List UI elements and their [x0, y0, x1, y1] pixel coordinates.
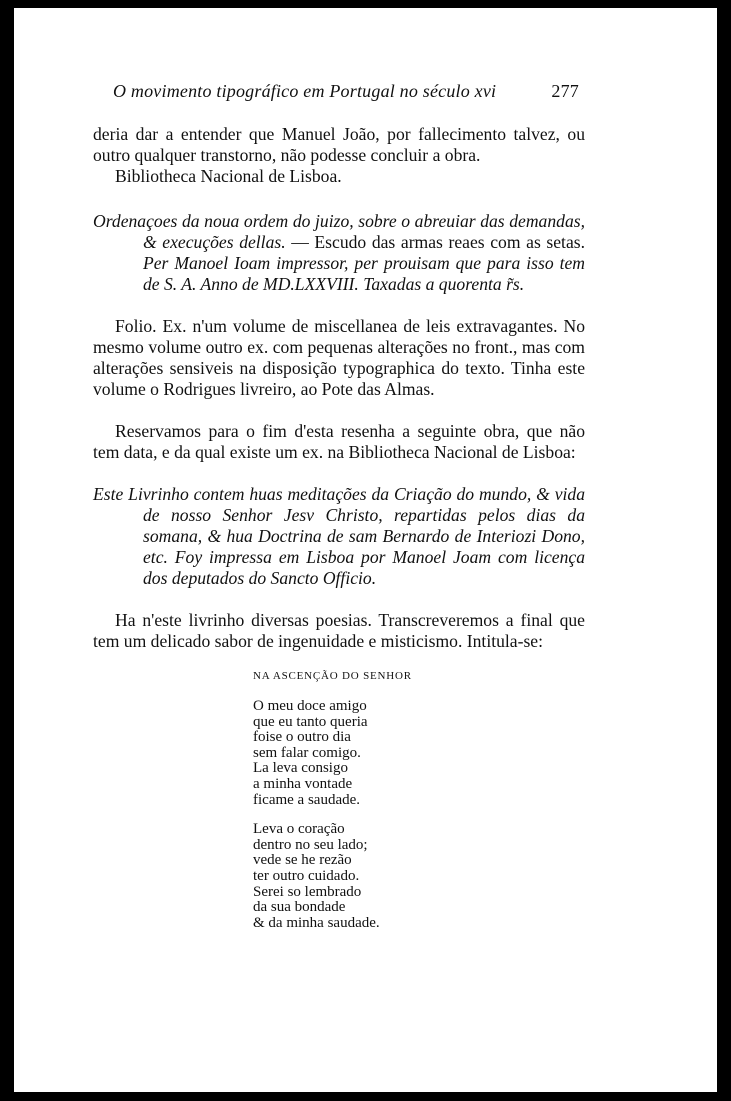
poem-line: da sua bondade	[253, 899, 346, 916]
library-location: Bibliotheca Nacional de Lisboa.	[115, 166, 342, 186]
document-page	[14, 8, 717, 1092]
bibliographic-entry-ordenacoes	[93, 211, 585, 295]
paragraph-poesias: Ha n'este livrinho diversas poesias. Transcreveremos a final que tem um delicado sabor de ingenuidade e misticismo. Intitula-se:	[93, 610, 585, 651]
page-number: 277	[551, 81, 579, 101]
poem-line: sem falar comigo.	[253, 744, 361, 761]
page-content	[93, 81, 585, 931]
poem-line: a minha vontade	[253, 775, 353, 792]
running-title: O movimento tipográfico em Portugal no século xvi	[113, 81, 497, 101]
entry-imprint: Per Manoel Ioam impressor, per prouisam que para isso tem de S. A. Anno de MD.LXXVIII. Taxadas a quorenta r̃s.	[143, 253, 585, 294]
paragraph-reservamos: Reservamos para o fim d'esta resenha a seguinte obra, que não tem data, e da qual existe um ex. na Bibliotheca Nacional de Lisboa:	[93, 421, 585, 462]
poem-line: O meu doce amigo	[253, 698, 367, 714]
paragraph-continuation: deria dar a entender que Manuel João, por fallecimento talvez, ou outro qualquer transtorno, não podesse concluir a obra.	[93, 124, 585, 165]
poem-line: ter outro cuidado.	[253, 867, 360, 884]
entry-title: Ordenaçoes da noua ordem do juizo, sobre o abreuiar das demandas, & execuções dellas.	[93, 211, 585, 252]
poem-line: dentro no seu lado;	[253, 836, 368, 853]
poem-line: que eu tanto queria	[253, 713, 368, 730]
poem-stanza-1	[253, 699, 585, 808]
entry-description: — Escudo das armas reaes com as setas.	[285, 232, 586, 252]
poem-line: foise o outro dia	[253, 729, 351, 746]
poem-line: ficame a saudade.	[253, 791, 361, 808]
poem-line: & da minha saudade.	[253, 914, 380, 931]
poem-line: La leva consigo	[253, 760, 348, 777]
poem-title: NA ASCENÇÃO DO SENHOR	[253, 670, 412, 682]
paragraph-folio: Folio. Ex. n'um volume de miscellanea de leis extravagantes. No mesmo volume outro ex. com pequenas alterações no front., mas com alterações sensiveis na disposição typographica do texto. Tinha este volume o Rodrigues livreiro, ao Pote das Almas.	[93, 316, 585, 399]
poem-line: vede se he rezão	[253, 852, 352, 869]
running-header	[113, 81, 585, 102]
poem-stanza-2	[253, 822, 585, 931]
poem-line: Serei so lembrado	[253, 883, 362, 900]
poem-line: Leva o coração	[253, 821, 345, 838]
bibliographic-entry-livrinho: Este Livrinho contem huas meditações da Criação do mundo, & vida de nosso Senhor Jesv Christo, repartidas pelos dias da somana, & hua Doctrina de sam Bernardo de Interiozi Dono, etc. Foy impressa em Lisboa por Manoel Joam com licença dos deputados do Sancto Officio.	[93, 484, 585, 588]
